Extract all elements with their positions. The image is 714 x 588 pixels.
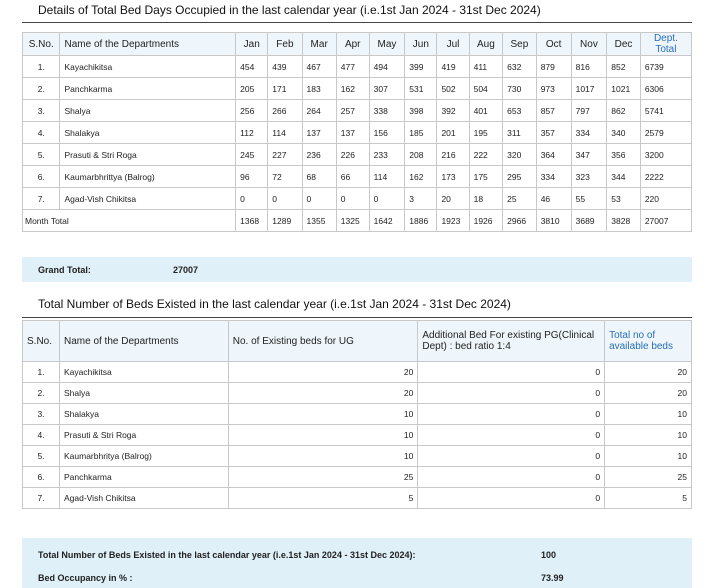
- table-row: [23, 404, 692, 425]
- value-cell: 183: [302, 78, 336, 100]
- value-cell: 0: [418, 467, 605, 488]
- value-cell: 5: [605, 488, 692, 509]
- value-cell: 137: [302, 122, 336, 144]
- department-cell: Shalakya: [59, 404, 228, 425]
- value-cell: 0: [418, 446, 605, 467]
- value-cell: 439: [268, 56, 302, 78]
- value-cell: 419: [437, 56, 469, 78]
- value-cell: 114: [268, 122, 302, 144]
- serial-cell: 7.: [23, 488, 60, 509]
- bed-occupancy-value: 73.99: [541, 573, 564, 583]
- serial-cell: 1.: [23, 362, 60, 383]
- value-cell: 857: [536, 100, 571, 122]
- month-total-cell: 1355: [302, 210, 336, 232]
- value-cell: 356: [607, 144, 641, 166]
- serial-cell: 1.: [23, 56, 60, 78]
- value-cell: 2222: [640, 166, 691, 188]
- department-cell: Kayachikitsa: [60, 56, 236, 78]
- value-cell: 320: [503, 144, 537, 166]
- value-cell: 364: [536, 144, 571, 166]
- month-total-cell: 1368: [236, 210, 268, 232]
- month-total-cell: 1926: [469, 210, 503, 232]
- value-cell: 0: [236, 188, 268, 210]
- value-cell: 162: [336, 78, 369, 100]
- value-cell: 323: [571, 166, 607, 188]
- value-cell: 53: [607, 188, 641, 210]
- value-cell: 334: [536, 166, 571, 188]
- bed-days-table: [22, 32, 692, 232]
- value-cell: 222: [469, 144, 503, 166]
- column-header: Name of the Departments: [60, 33, 236, 56]
- column-header: Nov: [571, 33, 607, 56]
- value-cell: 227: [268, 144, 302, 166]
- column-header: Name of the Departments: [59, 321, 228, 362]
- serial-cell: 5.: [23, 144, 60, 166]
- value-cell: 137: [336, 122, 369, 144]
- value-cell: 20: [228, 383, 418, 404]
- value-cell: 816: [571, 56, 607, 78]
- value-cell: 344: [607, 166, 641, 188]
- value-cell: 156: [369, 122, 405, 144]
- value-cell: 340: [607, 122, 641, 144]
- column-header: Total no of available beds: [605, 321, 692, 362]
- value-cell: 256: [236, 100, 268, 122]
- serial-cell: 5.: [23, 446, 60, 467]
- department-cell: Kayachikitsa: [59, 362, 228, 383]
- value-cell: 347: [571, 144, 607, 166]
- column-header: S.No.: [23, 321, 60, 362]
- value-cell: 233: [369, 144, 405, 166]
- value-cell: 295: [503, 166, 537, 188]
- grand-total-value: 27007: [173, 265, 199, 275]
- value-cell: 0: [418, 488, 605, 509]
- value-cell: 220: [640, 188, 691, 210]
- value-cell: 226: [336, 144, 369, 166]
- value-cell: 10: [605, 446, 692, 467]
- value-cell: 20: [605, 383, 692, 404]
- total-beds-label: Total Number of Beds Existed in the last calendar year (i.e.1st Jan 2024 - 31st Dec 2024):: [38, 550, 416, 560]
- value-cell: 0: [418, 404, 605, 425]
- table-row: [23, 166, 692, 188]
- table-row: [23, 78, 692, 100]
- value-cell: 10: [228, 404, 418, 425]
- value-cell: 3: [405, 188, 437, 210]
- month-total-cell: 27007: [640, 210, 691, 232]
- value-cell: 96: [236, 166, 268, 188]
- value-cell: 25: [605, 467, 692, 488]
- column-header: Dept. Total: [640, 33, 691, 56]
- value-cell: 112: [236, 122, 268, 144]
- department-cell: Panchkarma: [59, 467, 228, 488]
- value-cell: 494: [369, 56, 405, 78]
- column-header: Apr: [336, 33, 369, 56]
- value-cell: 208: [405, 144, 437, 166]
- grand-total-bar: [22, 257, 692, 282]
- table-row: [23, 56, 692, 78]
- value-cell: 504: [469, 78, 503, 100]
- value-cell: 0: [336, 188, 369, 210]
- table-row: [23, 446, 692, 467]
- value-cell: 185: [405, 122, 437, 144]
- value-cell: 3200: [640, 144, 691, 166]
- table-row: [23, 362, 692, 383]
- value-cell: 10: [228, 446, 418, 467]
- value-cell: 20: [605, 362, 692, 383]
- value-cell: 20: [437, 188, 469, 210]
- value-cell: 1021: [607, 78, 641, 100]
- value-cell: 195: [469, 122, 503, 144]
- value-cell: 311: [503, 122, 537, 144]
- department-cell: Panchkarma: [60, 78, 236, 100]
- column-header: Feb: [268, 33, 302, 56]
- value-cell: 357: [536, 122, 571, 144]
- value-cell: 1017: [571, 78, 607, 100]
- value-cell: 245: [236, 144, 268, 166]
- value-cell: 454: [236, 56, 268, 78]
- beds-existed-table: [22, 320, 692, 509]
- value-cell: 25: [228, 467, 418, 488]
- value-cell: 55: [571, 188, 607, 210]
- total-beds-value: 100: [541, 550, 557, 560]
- value-cell: 862: [607, 100, 641, 122]
- department-cell: Shalya: [59, 383, 228, 404]
- value-cell: 973: [536, 78, 571, 100]
- serial-cell: 7.: [23, 188, 60, 210]
- value-cell: 66: [336, 166, 369, 188]
- value-cell: 398: [405, 100, 437, 122]
- value-cell: 0: [369, 188, 405, 210]
- value-cell: 0: [418, 383, 605, 404]
- column-header: Aug: [469, 33, 503, 56]
- value-cell: 0: [418, 425, 605, 446]
- beds-existed-title: Total Number of Beds Existed in the last calendar year (i.e.1st Jan 2024 - 31st Dec 2024): [38, 297, 511, 311]
- table-row: [23, 467, 692, 488]
- table-header-row: [23, 321, 692, 362]
- value-cell: 399: [405, 56, 437, 78]
- value-cell: 162: [405, 166, 437, 188]
- bed-days-title: Details of Total Bed Days Occupied in the last calendar year (i.e.1st Jan 2024 - 31st Dec 2024): [38, 3, 541, 17]
- title-divider: [22, 22, 692, 23]
- value-cell: 257: [336, 100, 369, 122]
- value-cell: 264: [302, 100, 336, 122]
- month-total-cell: 1923: [437, 210, 469, 232]
- serial-cell: 4.: [23, 122, 60, 144]
- value-cell: 20: [228, 362, 418, 383]
- value-cell: 175: [469, 166, 503, 188]
- value-cell: 531: [405, 78, 437, 100]
- title-divider: [22, 317, 692, 318]
- value-cell: 266: [268, 100, 302, 122]
- summary-bar: [22, 538, 692, 588]
- month-total-cell: 3828: [607, 210, 641, 232]
- value-cell: 46: [536, 188, 571, 210]
- value-cell: 632: [503, 56, 537, 78]
- value-cell: 2579: [640, 122, 691, 144]
- value-cell: 10: [228, 425, 418, 446]
- value-cell: 879: [536, 56, 571, 78]
- value-cell: 852: [607, 56, 641, 78]
- value-cell: 392: [437, 100, 469, 122]
- value-cell: 205: [236, 78, 268, 100]
- column-header: Jul: [437, 33, 469, 56]
- serial-cell: 3.: [23, 100, 60, 122]
- month-total-label: Month Total: [23, 210, 236, 232]
- table-row: [23, 383, 692, 404]
- table-row: [23, 122, 692, 144]
- value-cell: 72: [268, 166, 302, 188]
- column-header: Oct: [536, 33, 571, 56]
- value-cell: 0: [418, 362, 605, 383]
- value-cell: 477: [336, 56, 369, 78]
- month-total-cell: 1289: [268, 210, 302, 232]
- value-cell: 730: [503, 78, 537, 100]
- value-cell: 653: [503, 100, 537, 122]
- serial-cell: 6.: [23, 467, 60, 488]
- column-header: Jun: [405, 33, 437, 56]
- table-row: [23, 144, 692, 166]
- table-row: [23, 100, 692, 122]
- value-cell: 171: [268, 78, 302, 100]
- value-cell: 338: [369, 100, 405, 122]
- department-cell: Kaumarbhritya (Balrog): [59, 446, 228, 467]
- column-header: S.No.: [23, 33, 60, 56]
- department-cell: Shalya: [60, 100, 236, 122]
- department-cell: Agad-Vish Chikitsa: [59, 488, 228, 509]
- department-cell: Agad-Vish Chikitsa: [60, 188, 236, 210]
- value-cell: 216: [437, 144, 469, 166]
- department-cell: Prasuti & Stri Roga: [59, 425, 228, 446]
- value-cell: 0: [268, 188, 302, 210]
- column-header: No. of Existing beds for UG: [228, 321, 418, 362]
- table-header-row: [23, 33, 692, 56]
- value-cell: 467: [302, 56, 336, 78]
- month-total-cell: 3810: [536, 210, 571, 232]
- value-cell: 173: [437, 166, 469, 188]
- column-header: Additional Bed For existing PG(Clinical Dept) : bed ratio 1:4: [418, 321, 605, 362]
- value-cell: 201: [437, 122, 469, 144]
- month-total-cell: 2966: [503, 210, 537, 232]
- value-cell: 502: [437, 78, 469, 100]
- value-cell: 68: [302, 166, 336, 188]
- column-header: May: [369, 33, 405, 56]
- value-cell: 0: [302, 188, 336, 210]
- value-cell: 18: [469, 188, 503, 210]
- serial-cell: 3.: [23, 404, 60, 425]
- value-cell: 5: [228, 488, 418, 509]
- grand-total-label: Grand Total:: [38, 265, 91, 275]
- serial-cell: 6.: [23, 166, 60, 188]
- month-total-cell: 1642: [369, 210, 405, 232]
- column-header: Jan: [236, 33, 268, 56]
- month-total-cell: 1325: [336, 210, 369, 232]
- value-cell: 411: [469, 56, 503, 78]
- table-row: [23, 488, 692, 509]
- department-cell: Shalakya: [60, 122, 236, 144]
- column-header: Mar: [302, 33, 336, 56]
- value-cell: 114: [369, 166, 405, 188]
- value-cell: 10: [605, 404, 692, 425]
- value-cell: 334: [571, 122, 607, 144]
- value-cell: 797: [571, 100, 607, 122]
- serial-cell: 4.: [23, 425, 60, 446]
- value-cell: 307: [369, 78, 405, 100]
- column-header: Sep: [503, 33, 537, 56]
- value-cell: 401: [469, 100, 503, 122]
- month-total-row: [23, 210, 692, 232]
- month-total-cell: 3689: [571, 210, 607, 232]
- department-cell: Kaumarbhrittya (Balrog): [60, 166, 236, 188]
- bed-occupancy-label: Bed Occupancy in % :: [38, 573, 133, 583]
- table-row: [23, 425, 692, 446]
- value-cell: 6739: [640, 56, 691, 78]
- value-cell: 5741: [640, 100, 691, 122]
- value-cell: 10: [605, 425, 692, 446]
- month-total-cell: 1886: [405, 210, 437, 232]
- serial-cell: 2.: [23, 383, 60, 404]
- value-cell: 6306: [640, 78, 691, 100]
- table-row: [23, 188, 692, 210]
- serial-cell: 2.: [23, 78, 60, 100]
- column-header: Dec: [607, 33, 641, 56]
- department-cell: Prasuti & Stri Roga: [60, 144, 236, 166]
- value-cell: 236: [302, 144, 336, 166]
- value-cell: 25: [503, 188, 537, 210]
